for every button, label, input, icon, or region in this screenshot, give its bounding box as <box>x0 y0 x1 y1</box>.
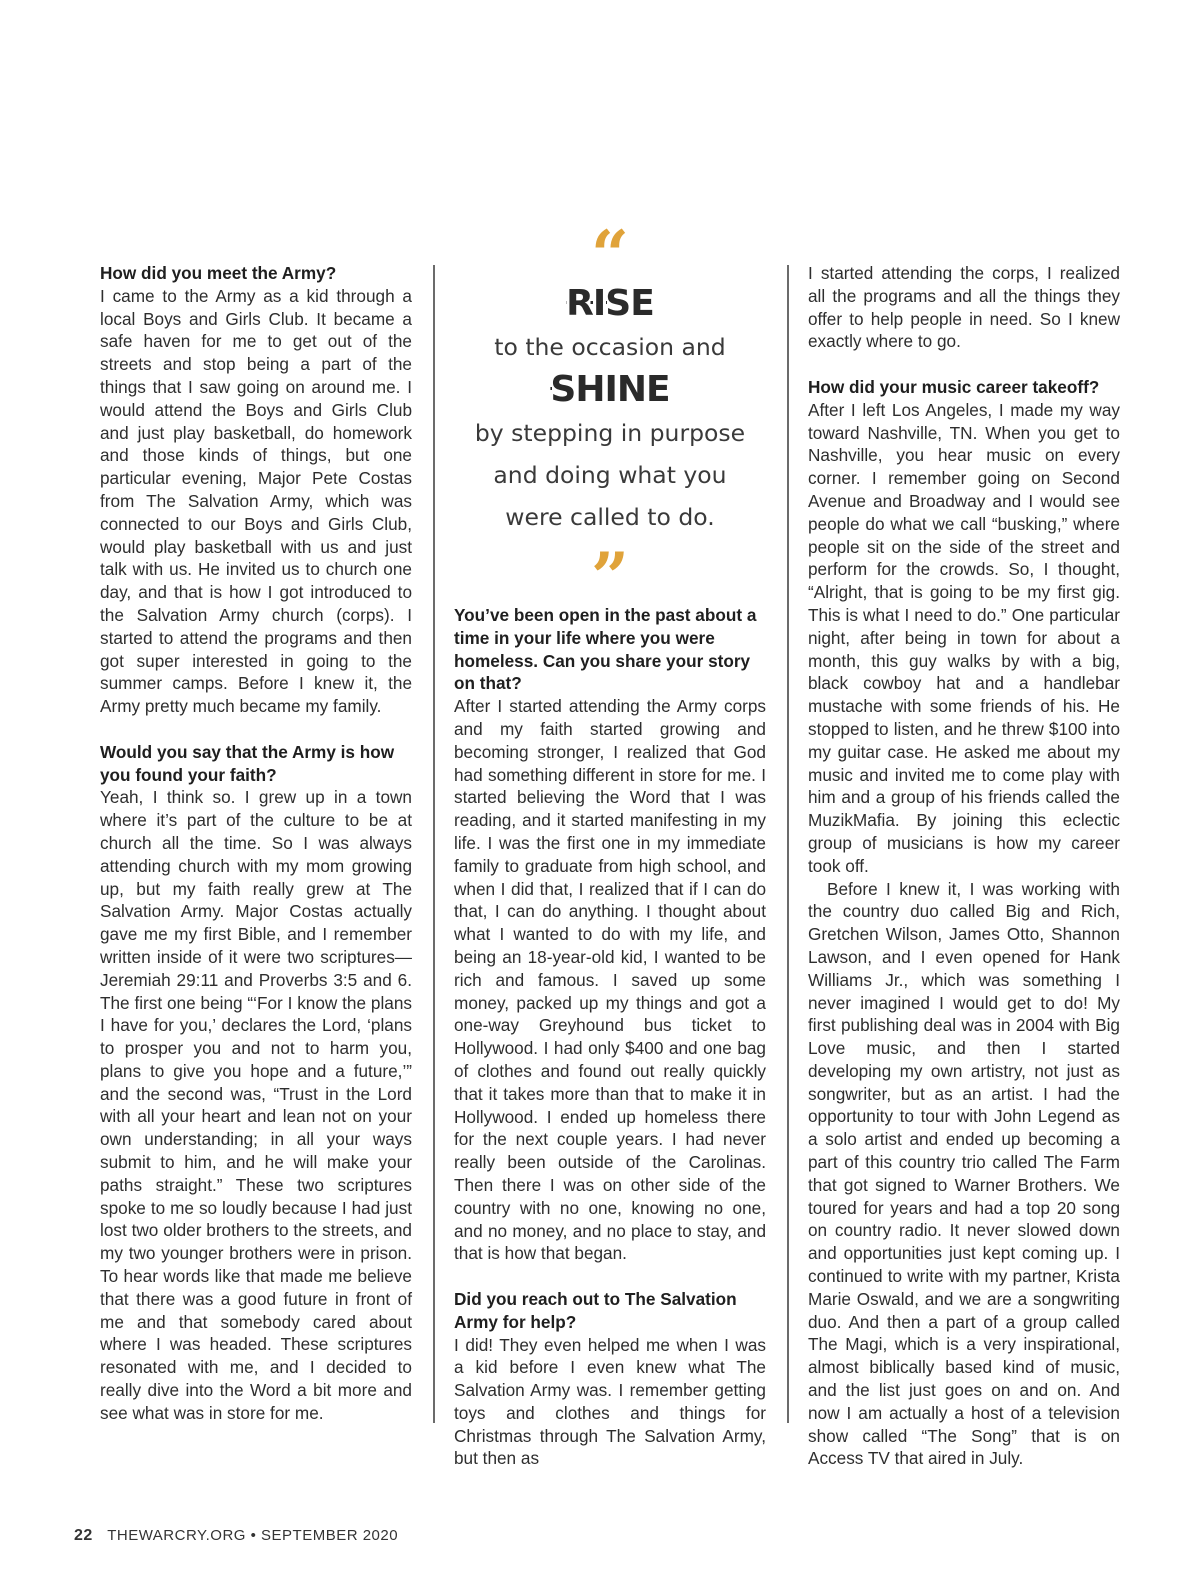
publication-info: THEWARCRY.ORG • SEPTEMBER 2020 <box>107 1527 399 1544</box>
pull-quote-line: by stepping in purpose <box>474 419 746 447</box>
pull-quote-keyword: RISE <box>566 283 654 324</box>
answer-paragraph: I started attending the corps, I realized all the programs and all the things they offer to help people in need. So I knew exactly where to go. <box>808 263 1120 352</box>
pull-quote <box>454 216 766 616</box>
pull-quote-line: and doing what you <box>493 461 727 489</box>
question-heading: How did you meet the Army? <box>100 263 337 283</box>
answer-paragraph: I did! They even helped me when I was a kid before I even knew what The Salvation Army was. I remember getting toys and clothes and things for Christmas through The Salvation Army, but then as <box>454 1334 766 1469</box>
column-divider <box>787 265 789 1423</box>
question-heading: Would you say that the Army is how you found your faith? <box>100 741 395 785</box>
article-column-1 <box>100 262 412 1425</box>
page-number: 22 <box>74 1527 93 1544</box>
answer-paragraph: I came to the Army as a kid through a local Boys and Girls Club. It became a safe haven for me to get out of the streets and stop being a part of the things that I saw going on around me. I would attend the Boys and Girls Club and just play basketball, do homework and those kinds of things, but one particular evening, Major Pete Costas from The Salvation Army, which was connected to our Boys and Girls Club, would play basketball with us and just talk with us. He invited us to church one day, and that is how I got introduced to the Salvation Army church (corps). I started to attend the programs and then got super interested in going to the summer camps. Before I knew it, the Army pretty much became my family. <box>100 285 412 717</box>
column-divider <box>433 265 435 1423</box>
pull-quote-line: were called to do. <box>505 503 715 531</box>
question-heading: How did your music career takeoff? <box>808 376 1100 397</box>
article-column-3 <box>808 262 1120 1470</box>
pull-quote-keyword: SHINE <box>550 369 670 410</box>
page-footer <box>74 1527 398 1545</box>
question-heading: You’ve been open in the past about a time in your life where you were homeless. Can you share your story on that? <box>454 605 757 694</box>
answer-paragraph: Before I knew it, I was working with the country duo called Big and Rich, Gretchen Wilson, James Otto, Shannon Lawson, and I even opened for Hank Williams Jr., which was something I never imagined I would get to do! My first publishing deal was in 2004 with Big Love music, and then I started developing my own artistry, not just as songwriter, but as an artist. I had the opportunity to tour with John Legend as a solo artist and ended up becoming a part of this country trio called The Farm that got signed to Warner Brothers. We toured for years and had a top 20 song on country radio. It never slowed down and opportunities just kept coming up. I continued to write with my partner, Krista Marie Oswald, and we are a songwriting duo. And then a part of a group called The Magi, which is a very inspirational, almost biblically based kind of music, and the list just goes on and on. And now I am actually a host of a television show called “The Song” that is on Access TV that aired in July. <box>808 878 1120 1469</box>
open-quote-icon: “ <box>591 216 629 294</box>
pull-quote-line: to the occasion and <box>494 333 726 361</box>
close-quote-icon: ” <box>591 538 629 616</box>
answer-paragraph: After I left Los Angeles, I made my way toward Nashville, TN. When you get to Nashville, you hear music on every corner. I remember going on Second Avenue and Broadway and I would see people do what we call “busking,” where people sit on the side of the street and perform for the crowds. So, I thought, “Alright, that is going to be my first gig. This is what I need to do.” One particular night, after being in town for about a month, this guy walks by with a big, black cowboy hat and a handlebar mustache with some friends of his. He stopped to listen, and he threw $100 into my guitar case. He asked me about my music and invited me to come play with him and a group of his friends called the MuzikMafia. By joining this eclectic group of musicians is how my career took off. <box>808 399 1120 876</box>
answer-paragraph: After I started attending the Army corps and my faith started growing and becoming stronger, I realized that God had something different in store for me. I started believing the Word that I was reading, and it started manifesting in my life. I was the first one in my immediate family to graduate from high school, and when I did that, I realized that if I can do that, I can do anything. I thought about what I wanted to do with my life, and being an 18-year-old kid, I wanted to be rich and famous. I saved up some money, packed up my things and got a one-way Greyhound bus ticket to Hollywood. I had only $400 and one bag of clothes and found out really quickly that it takes more than that to make it in Hollywood. I ended up homeless there for the next couple years. I had never really been outside of the Carolinas. Then there I was on other side of the country with no one, knowing no one, and no money, and no place to stay, and that is how that began. <box>454 696 766 1264</box>
question-heading: Did you reach out to The Salvation Army for help? <box>454 1288 737 1332</box>
answer-paragraph: Yeah, I think so. I grew up in a town where it’s part of the culture to be at church all the time. So I was always attending church with my mom growing up, but my faith really grew at The Salvation Army. Major Costas actually gave me my first Bible, and I remember written inside of it were two scriptures—Jeremiah 29:11 and Proverbs 3:5 and 6. The first one being “‘For I know the plans I have for you,’ declares the Lord, ‘plans to prosper you and not to harm you, plans to give you hope and a future,’” and the second was, “Trust in the Lord with all your heart and lean not on your own understanding; in all your ways submit to him, and he will make your paths straight.” These two scriptures spoke to me so loudly because I had just lost two older brothers to the streets, and my two younger brothers were in prison. To hear words like that made me believe that there was a good future in front of me and that somebody cared about where I was headed. These scriptures resonated with me, and I decided to really dive into the Word a bit more and see what was in store for me. <box>100 787 412 1423</box>
article-column-2 <box>454 604 766 1470</box>
